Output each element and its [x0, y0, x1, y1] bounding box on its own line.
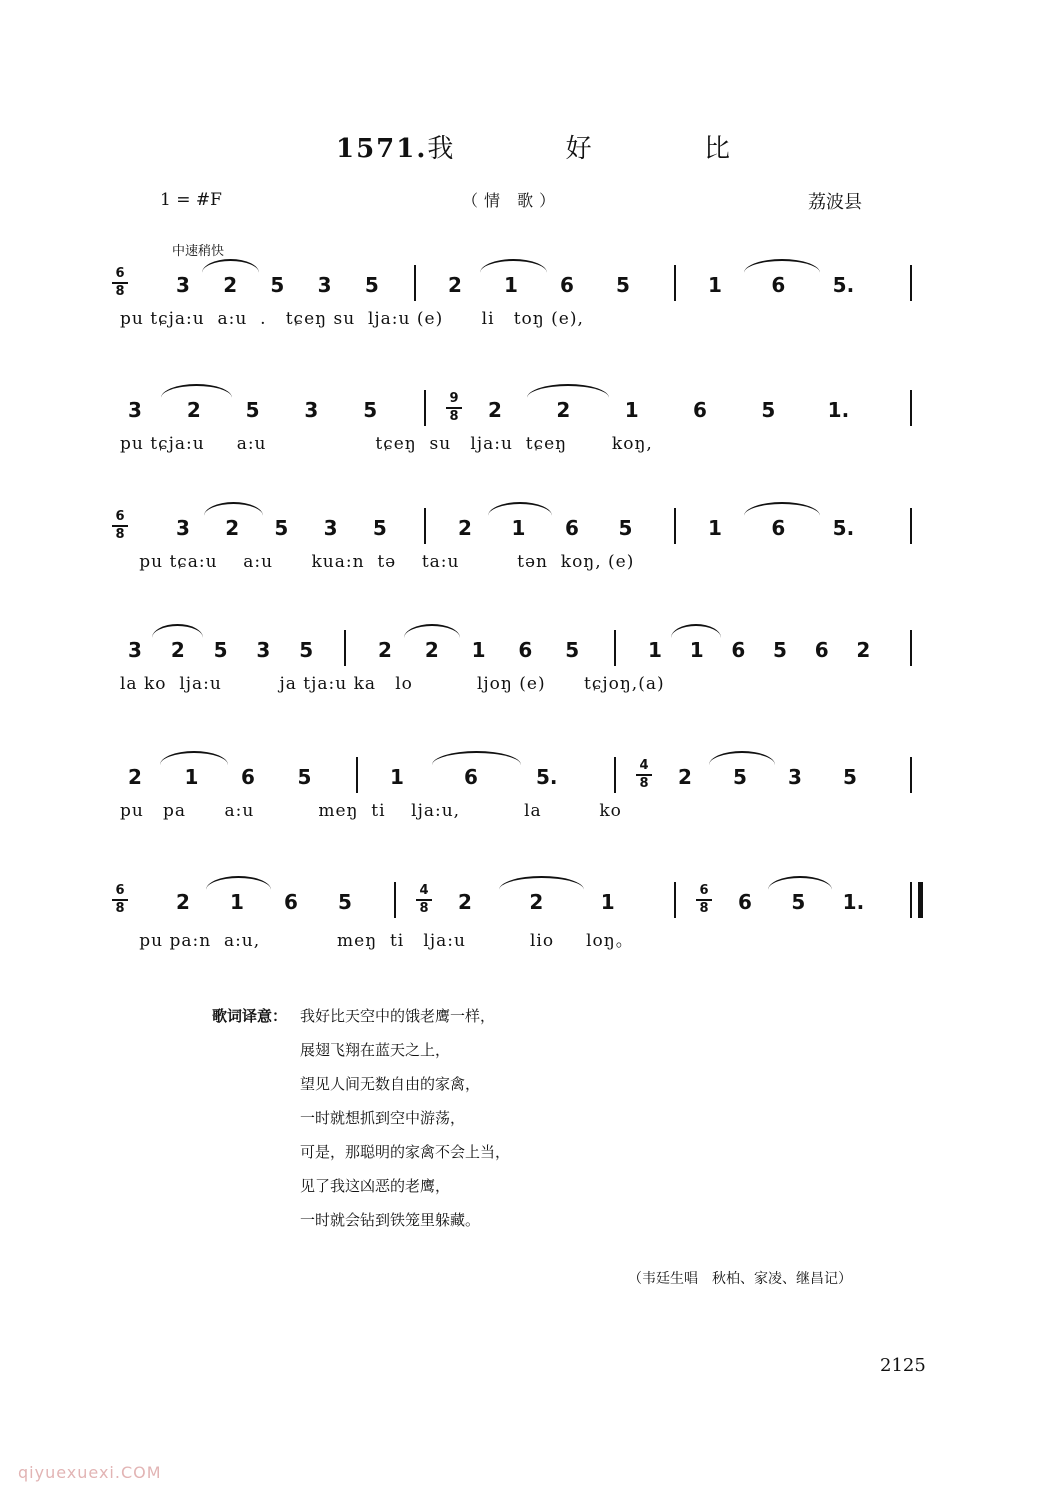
- translation-line: 一时就想抓到空中游荡，: [300, 1109, 466, 1127]
- note: 2: [448, 273, 462, 297]
- staff-line: [110, 390, 930, 460]
- note: 6: [565, 516, 579, 540]
- note: 1.: [827, 398, 850, 422]
- staff-line: [110, 265, 930, 335]
- song-title: [336, 128, 782, 165]
- note: 1: [511, 516, 526, 540]
- time-sig-top: 6: [115, 509, 125, 524]
- note: 6: [560, 273, 574, 297]
- notes-row: [110, 757, 930, 797]
- time-sig-top: 6: [115, 266, 125, 281]
- slur-mark: [432, 751, 521, 765]
- slur-mark: [709, 751, 775, 765]
- slur-mark: [202, 259, 259, 273]
- credit-line: （韦廷生唱 秋柏、家凌、继昌记）: [628, 1271, 852, 1287]
- note: 6: [464, 765, 478, 789]
- note: 6: [518, 638, 533, 662]
- translation-line: 展翅飞翔在蓝天之上，: [300, 1041, 451, 1059]
- note: 5: [565, 638, 580, 662]
- note: 5: [616, 273, 630, 297]
- slur-mark: [204, 502, 263, 516]
- note: 2: [424, 638, 439, 662]
- note: 2: [488, 398, 502, 422]
- note: 2: [186, 398, 201, 422]
- translation-line: 望见人间无数自由的家禽，: [300, 1075, 481, 1093]
- notes-row: [110, 508, 930, 548]
- slur-mark: [671, 624, 721, 638]
- note: 2: [128, 765, 142, 789]
- time-sig-bottom: 8: [699, 901, 709, 916]
- barline: [344, 630, 346, 666]
- note: 1.: [842, 890, 865, 914]
- note: 6: [284, 890, 298, 914]
- notes-row: [110, 882, 930, 922]
- note: 5: [364, 273, 379, 297]
- time-signature: [414, 884, 434, 916]
- barline: [614, 757, 616, 793]
- slur-mark: [744, 259, 820, 273]
- barline: [674, 882, 676, 918]
- note: 1: [708, 516, 722, 540]
- note: 5: [843, 765, 857, 789]
- note: 5.: [832, 273, 855, 297]
- time-signature: [110, 884, 130, 916]
- barline: [424, 390, 426, 426]
- lyrics-line: pu tɕja:u a:u tɕeŋ su lja:u tɕeŋ koŋ,: [120, 434, 653, 454]
- note: 1: [471, 638, 486, 662]
- note: 2: [678, 765, 692, 789]
- note: 1: [624, 398, 639, 422]
- slur-mark: [527, 384, 609, 398]
- time-sig-top: 4: [639, 758, 649, 773]
- barline: [356, 757, 358, 793]
- note: 3: [128, 638, 142, 662]
- note: 3: [256, 638, 271, 662]
- note: 5: [274, 516, 289, 540]
- note: 5: [338, 890, 352, 914]
- barline: [424, 508, 426, 544]
- barline: [674, 265, 676, 301]
- translation-line: 一时就会钻到铁笼里躲藏。: [300, 1211, 481, 1229]
- note: 3: [788, 765, 802, 789]
- note: 5: [372, 516, 387, 540]
- slur-mark: [160, 751, 228, 765]
- region-label: 荔波县: [808, 192, 862, 213]
- note: 6: [738, 890, 752, 914]
- note: 6: [814, 638, 829, 662]
- staff-line: [110, 508, 930, 578]
- note: 2: [529, 890, 544, 914]
- note: 2: [458, 516, 472, 540]
- slur-mark: [768, 876, 832, 890]
- barline: [910, 265, 912, 301]
- slur-mark: [404, 624, 460, 638]
- barline: [414, 265, 416, 301]
- notes-row: [110, 265, 930, 305]
- barline: [910, 390, 912, 426]
- lyrics-line: pu pa a:u meŋ ti lja:u, la ko: [120, 801, 622, 821]
- note: 5: [245, 398, 260, 422]
- note: 5: [773, 638, 787, 662]
- note: 5: [299, 638, 314, 662]
- note: 5: [213, 638, 228, 662]
- time-sig-bottom: 8: [639, 776, 649, 791]
- note: 2: [176, 890, 190, 914]
- time-sig-bottom: 8: [419, 901, 429, 916]
- note: 1: [230, 890, 244, 914]
- time-sig-bottom: 8: [115, 284, 125, 299]
- slur-mark: [480, 259, 547, 273]
- note: 5: [363, 398, 378, 422]
- lyrics-line: la ko lja:u ja tja:u ka lo ljoŋ (e) tɕjoŋ,(a): [120, 674, 665, 694]
- note: 5.: [832, 516, 855, 540]
- time-signature: [444, 392, 464, 424]
- notes-row: [110, 390, 930, 430]
- slur-mark: [206, 876, 271, 890]
- barline: [910, 757, 912, 793]
- note: 6: [241, 765, 255, 789]
- barline: [910, 630, 912, 666]
- note: 3: [128, 398, 142, 422]
- barline: [614, 630, 616, 666]
- note: 5.: [536, 765, 558, 789]
- time-sig-bottom: 8: [449, 409, 459, 424]
- notes-row: [110, 630, 930, 670]
- song-number: 1571.: [336, 134, 428, 164]
- time-signature: [634, 759, 654, 791]
- song-name: 我 好 比: [427, 134, 782, 164]
- translation-line: 我好比天空中的饿老鹰一样，: [300, 1007, 496, 1025]
- note: 5: [270, 273, 285, 297]
- note: 2: [856, 638, 871, 662]
- lyrics-line: pu tɕa:u a:u kua:n tə ta:u tən koŋ, (e): [120, 552, 635, 572]
- time-sig-bottom: 8: [115, 901, 125, 916]
- note: 3: [176, 516, 190, 540]
- note: 1: [648, 638, 662, 662]
- time-sig-bottom: 8: [115, 527, 125, 542]
- note: 3: [304, 398, 319, 422]
- note: 5: [791, 890, 806, 914]
- slur-mark: [499, 876, 585, 890]
- page-number: 2125: [880, 1355, 926, 1376]
- note: 3: [317, 273, 332, 297]
- note: 2: [556, 398, 571, 422]
- note: 1: [504, 273, 518, 297]
- note: 5: [618, 516, 633, 540]
- note: 2: [223, 273, 238, 297]
- note: 2: [225, 516, 240, 540]
- note: 1: [708, 273, 722, 297]
- slur-mark: [161, 384, 232, 398]
- translation-line: 见了我这凶恶的老鹰，: [300, 1177, 451, 1195]
- staff-line: [110, 630, 930, 700]
- slur-mark: [744, 502, 820, 516]
- tempo-marking: 中速稍快: [172, 244, 225, 259]
- note: 6: [693, 398, 707, 422]
- lyrics-line: pu tɕja:u a:u . tɕeŋ su lja:u (e) li toŋ (e),: [120, 309, 584, 329]
- staff-line: [110, 757, 930, 827]
- key-signature: 1 = #F: [160, 190, 222, 210]
- barline: [674, 508, 676, 544]
- slur-mark: [152, 624, 203, 638]
- lyrics-line: pu pa:n a:u, meŋ ti lja:u lio loŋ。: [120, 931, 634, 951]
- genre-label: （情 歌）: [462, 191, 562, 210]
- translation-line: 可是，那聪明的家禽不会上当，: [300, 1143, 511, 1161]
- time-sig-top: 6: [699, 883, 709, 898]
- time-sig-top: 9: [449, 391, 459, 406]
- note: 3: [176, 273, 190, 297]
- note: 1: [184, 765, 199, 789]
- time-signature: [110, 267, 130, 299]
- translation-label: 歌词译意：: [212, 1007, 288, 1025]
- time-signature: [110, 510, 130, 542]
- note: 5: [297, 765, 312, 789]
- staff-line: [110, 882, 930, 952]
- note: 1: [689, 638, 704, 662]
- time-signature: [694, 884, 714, 916]
- note: 6: [731, 638, 746, 662]
- note: 6: [771, 516, 786, 540]
- note: 2: [170, 638, 185, 662]
- note: 5: [733, 765, 747, 789]
- note: 5: [761, 398, 776, 422]
- note: 6: [771, 273, 786, 297]
- note: 2: [378, 638, 392, 662]
- watermark: qiyuexuexi.COM: [18, 1463, 162, 1482]
- note: 2: [458, 890, 472, 914]
- barline: [394, 882, 396, 918]
- note: 3: [323, 516, 338, 540]
- note: 1: [600, 890, 615, 914]
- time-sig-top: 6: [115, 883, 125, 898]
- time-sig-top: 4: [419, 883, 429, 898]
- barline: [910, 882, 923, 918]
- barline: [910, 508, 912, 544]
- slur-mark: [488, 502, 552, 516]
- note: 1: [390, 765, 404, 789]
